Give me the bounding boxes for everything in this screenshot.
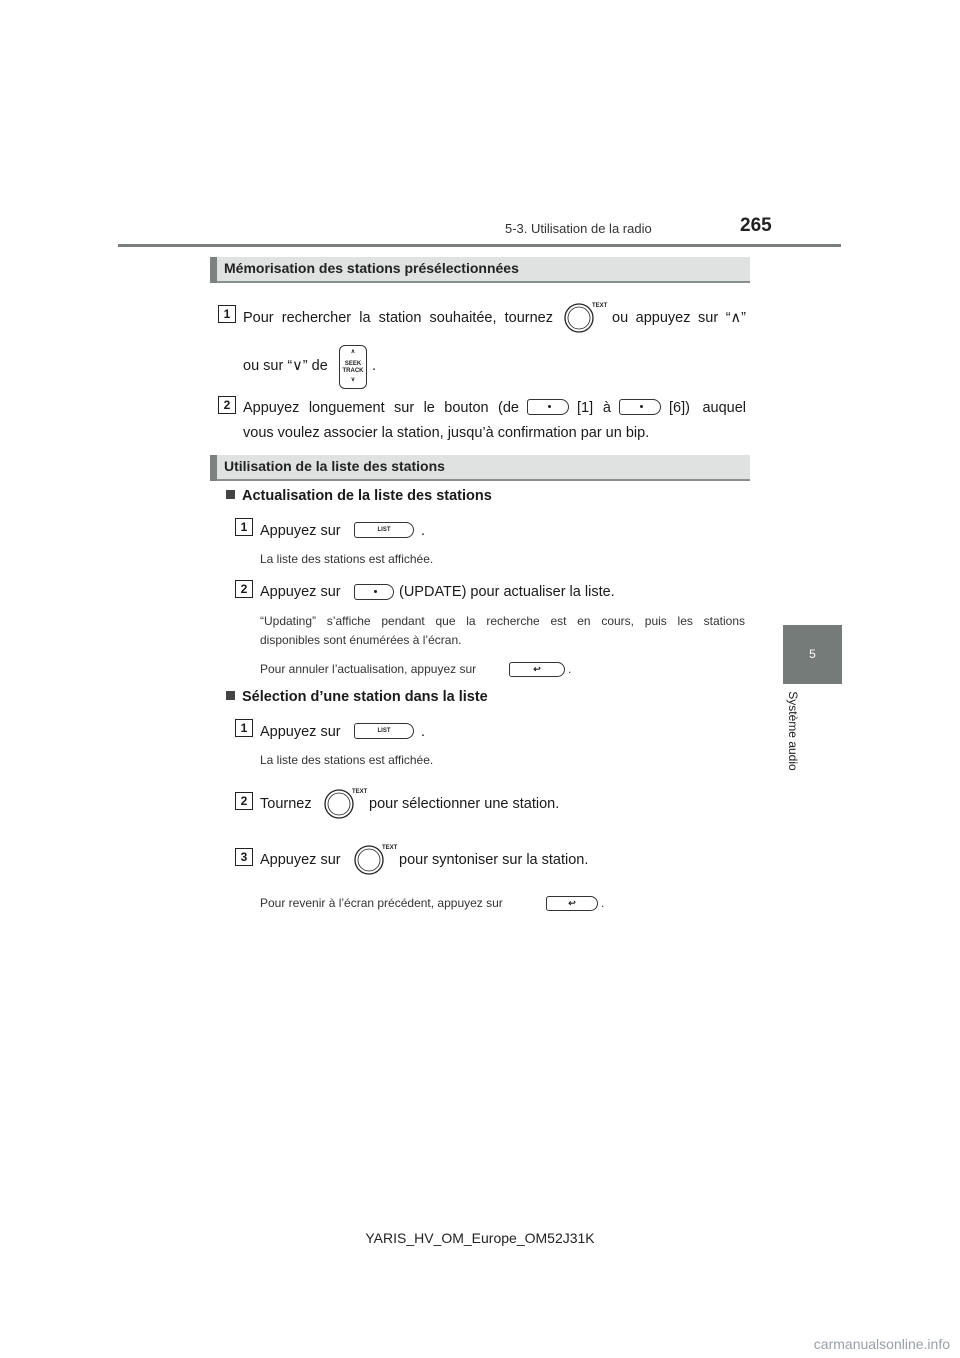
step-number: 1: [235, 518, 253, 536]
preset-button-6-icon: [619, 399, 661, 415]
section-title: Utilisation de la liste des stations: [224, 458, 445, 474]
tune-knob-icon: [352, 841, 398, 877]
svg-text:TEXT: TEXT: [382, 845, 398, 851]
step-text: Appuyez sur: [260, 523, 341, 539]
chapter-tab: [783, 625, 842, 684]
subsection-title: Sélection d’une station dans la liste: [226, 689, 488, 705]
step-text: Appuyez longuement sur le bouton (de: [243, 400, 519, 416]
step-note: La liste des stations est affichée.: [260, 552, 434, 566]
seek-label: SEEK: [344, 361, 362, 367]
header-divider: [118, 244, 841, 247]
preset-button-1-icon: [527, 399, 569, 415]
step-text: (UPDATE) pour actualiser la liste.: [399, 584, 615, 600]
square-bullet-icon: [226, 691, 235, 700]
step-text: vous voulez associer la station, jusqu’à confirmation par un bip.: [243, 425, 650, 441]
step-text: .: [372, 358, 377, 374]
section-heading-station-list: [210, 455, 750, 481]
step-number: 2: [235, 792, 253, 810]
step-text: Appuyez sur: [260, 584, 341, 600]
chapter-title-vertical: [782, 690, 804, 780]
tune-knob-icon: [562, 299, 608, 335]
step-note: .: [601, 896, 605, 910]
step-text: Appuyez sur: [260, 852, 341, 868]
step-number: 3: [235, 848, 253, 866]
section-header: 5-3. Utilisation de la radio: [505, 221, 652, 236]
step-text: pour sélectionner une station.: [369, 796, 560, 812]
update-button-icon: [354, 584, 394, 600]
square-bullet-icon: [226, 490, 235, 499]
step-number: 2: [218, 396, 236, 414]
step-text: pour syntoniser sur la station.: [399, 852, 589, 868]
chapter-title: Système audio: [786, 691, 800, 771]
step-text: Pour rechercher la station souhaitée, tournez: [243, 310, 553, 326]
subsection-title: Actualisation de la liste des stations: [226, 488, 492, 504]
section-title: Mémorisation des stations présélectionnées: [224, 260, 519, 276]
list-button-icon: LIST: [354, 522, 414, 538]
svg-text:TEXT: TEXT: [592, 303, 608, 309]
step-note: .: [568, 662, 572, 676]
step-note: “Updating” s’affiche pendant que la recherche est en cours, puis les stations: [260, 614, 745, 628]
step-note: Pour revenir à l’écran précédent, appuyez sur: [260, 896, 503, 910]
chapter-number: 5: [809, 647, 816, 661]
back-button-icon: ↩: [509, 662, 565, 677]
step-note: Pour annuler l’actualisation, appuyez sur: [260, 662, 477, 676]
watermark: carmanualsonline.info: [813, 1336, 950, 1352]
page-number: 265: [740, 215, 772, 236]
list-button-icon: LIST: [354, 723, 414, 739]
back-button-icon: ↩: [546, 896, 598, 911]
step-text: Tournez: [260, 796, 312, 812]
svg-text:TEXT: TEXT: [352, 789, 368, 795]
tune-knob-icon: [322, 785, 368, 821]
track-label: TRACK: [342, 368, 364, 374]
step-text: Appuyez sur: [260, 724, 341, 740]
step-text: .: [421, 523, 426, 539]
document-code: YARIS_HV_OM_Europe_OM52J31K: [365, 1230, 595, 1246]
step-number: 1: [235, 719, 253, 737]
section-heading-presets: [210, 257, 750, 283]
step-text: [6]) auquel: [669, 400, 746, 416]
step-note: La liste des stations est affichée.: [260, 753, 434, 767]
step-text: ou appuyez sur “∧”: [612, 310, 746, 326]
step-note: disponibles sont énumérées à l’écran.: [260, 633, 462, 647]
step-text: ou sur “∨” de: [243, 358, 328, 374]
seek-track-button-icon: ∧ SEEK TRACK ∨: [339, 345, 367, 389]
step-number: 2: [235, 580, 253, 598]
step-text: .: [421, 724, 426, 740]
step-number: 1: [218, 305, 236, 323]
step-text: [1] à: [577, 400, 611, 416]
